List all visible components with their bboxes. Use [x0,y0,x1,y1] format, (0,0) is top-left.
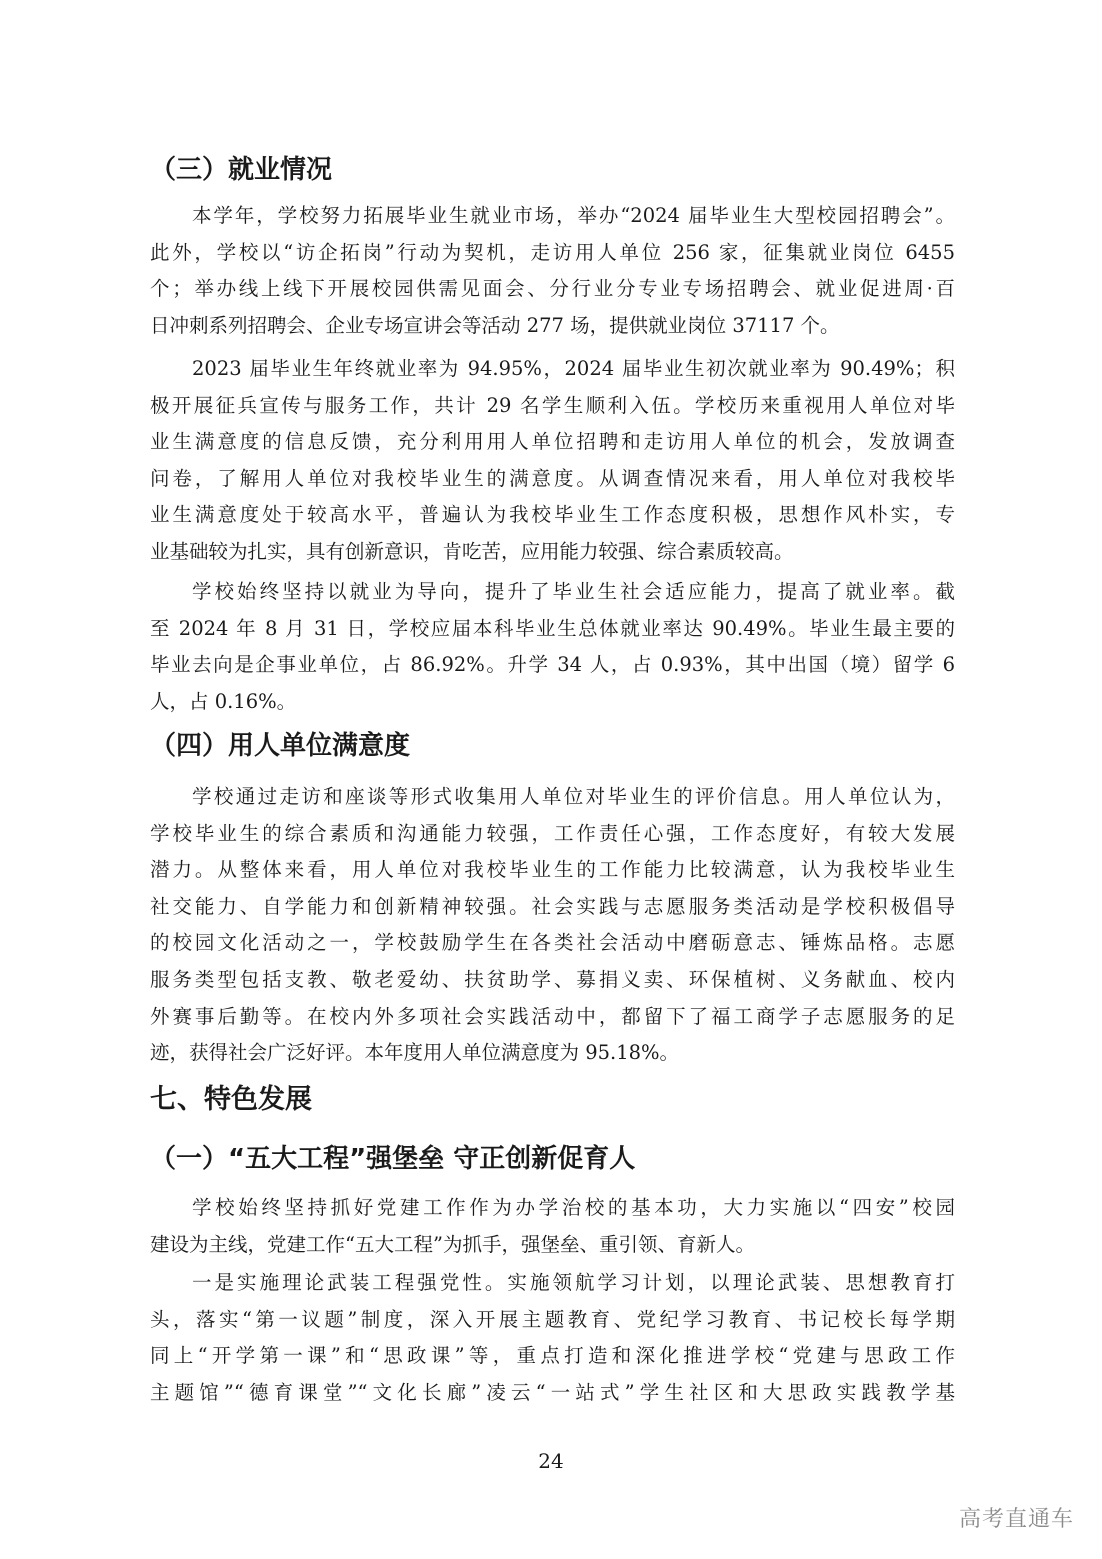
text-line: 极开展征兵宣传与服务工作，共计 29 名学生顺利入伍。学校历来重视用人单位对毕 [150,393,955,417]
text-line: 主题馆”“德育课堂”“文化长廊”凌云“一站式”学生社区和大思政实践教学基 [150,1380,955,1404]
text-line: 同上“开学第一课”和“思政课”等，重点打造和深化推进学校“党建与思政工作 [150,1344,955,1368]
text-line: 一是实施理论武装工程强党性。实施领航学习计划，以理论武装、思想教育打 [192,1271,955,1294]
paragraph-feature-1 [150,1190,955,1263]
text-line: 服务类型包括支教、敬老爱幼、扶贫助学、募捐义卖、环保植树、义务献血、校内 [150,967,955,991]
text-line: 建设为主线，党建工作“五大工程”为抓手，强堡垒、重引领、育新人。 [150,1232,755,1256]
text-line: 学校始终坚持以就业为导向，提升了毕业生社会适应能力，提高了就业率。截 [192,580,955,603]
text-line: 日冲刺系列招聘会、企业专场宣讲会等活动 277 场，提供就业岗位 37117 个。 [150,313,840,337]
text-line: 毕业去向是企事业单位，占 86.92%。升学 34 人，占 0.93%，其中出国（境）留学 6 [150,653,955,677]
paragraph-employment-2 [150,351,955,571]
section-title-employment: （三）就业情况 [150,155,333,185]
paragraph-employment-3 [150,574,955,720]
text-line: 业生满意度的信息反馈，充分利用用人单位招聘和走访用人单位的机会，发放调查 [150,430,955,454]
text-line: 业生满意度处于较高水平，普遍认为我校毕业生工作态度积极，思想作风朴实，专 [150,503,955,527]
text-line: 至 2024 年 8 月 31 日，学校应届本科毕业生总体就业率达 90.49%。毕业生最主要的 [150,616,955,640]
text-line: 个；举办线上线下开展校园供需见面会、分行业分专业专场招聘会、就业促进周·百 [150,277,955,301]
text-line: 学校始终坚持抓好党建工作作为办学治校的基本功，大力实施以“四安”校园 [192,1196,955,1219]
chapter-title: 七、特色发展 [150,1084,312,1115]
text-line: 迹，获得社会广泛好评。本年度用人单位满意度为 95.18%。 [150,1041,680,1065]
section-title-satisfaction: （四）用人单位满意度 [150,731,411,761]
paragraph-satisfaction-1 [150,779,955,1072]
text-line: 潜力。从整体来看，用人单位对我校毕业生的工作能力比较满意，认为我校毕业生 [150,858,955,882]
text-line: 本学年，学校努力拓展毕业生就业市场，举办“2024 届毕业生大型校园招聘会”。 [192,204,955,227]
text-line: 的校园文化活动之一，学校鼓励学生在各类社会活动中磨砺意志、锤炼品格。志愿 [150,931,955,955]
paragraph-feature-2 [150,1265,955,1411]
page-number: 24 [538,1449,564,1473]
watermark: 高考直通车 [958,1507,1074,1532]
text-line: 此外，学校以“访企拓岗”行动为契机，走访用人单位 256 家，征集就业岗位 6455 [150,240,955,264]
text-line: 学校通过走访和座谈等形式收集用人单位对毕业生的评价信息。用人单位认为， [192,785,955,808]
text-line: 外赛事后勤等。在校内外多项社会实践活动中，都留下了福工商学子志愿服务的足 [150,1004,955,1028]
text-line: 头，落实“第一议题”制度，深入开展主题教育、党纪学习教育、书记校长每学期 [150,1307,955,1331]
text-line: 业基础较为扎实，具有创新意识，肯吃苦，应用能力较强、综合素质较高。 [150,539,794,563]
text-line: 社交能力、自学能力和创新精神较强。社会实践与志愿服务类活动是学校积极倡导 [150,894,955,918]
text-line: 学校毕业生的综合素质和沟通能力较强，工作责任心强，工作态度好，有较大发展 [150,821,955,845]
text-line: 2023 届毕业生年终就业率为 94.95%，2024 届毕业生初次就业率为 90.49%；积 [192,357,955,380]
section-title-feature: （一）“五大工程”强堡垒 守正创新促育人 [150,1144,636,1174]
text-line: 人，占 0.16%。 [150,689,297,713]
text-line: 问卷，了解用人单位对我校毕业生的满意度。从调查情况来看，用人单位对我校毕 [150,466,955,490]
paragraph-employment-1 [150,198,955,344]
